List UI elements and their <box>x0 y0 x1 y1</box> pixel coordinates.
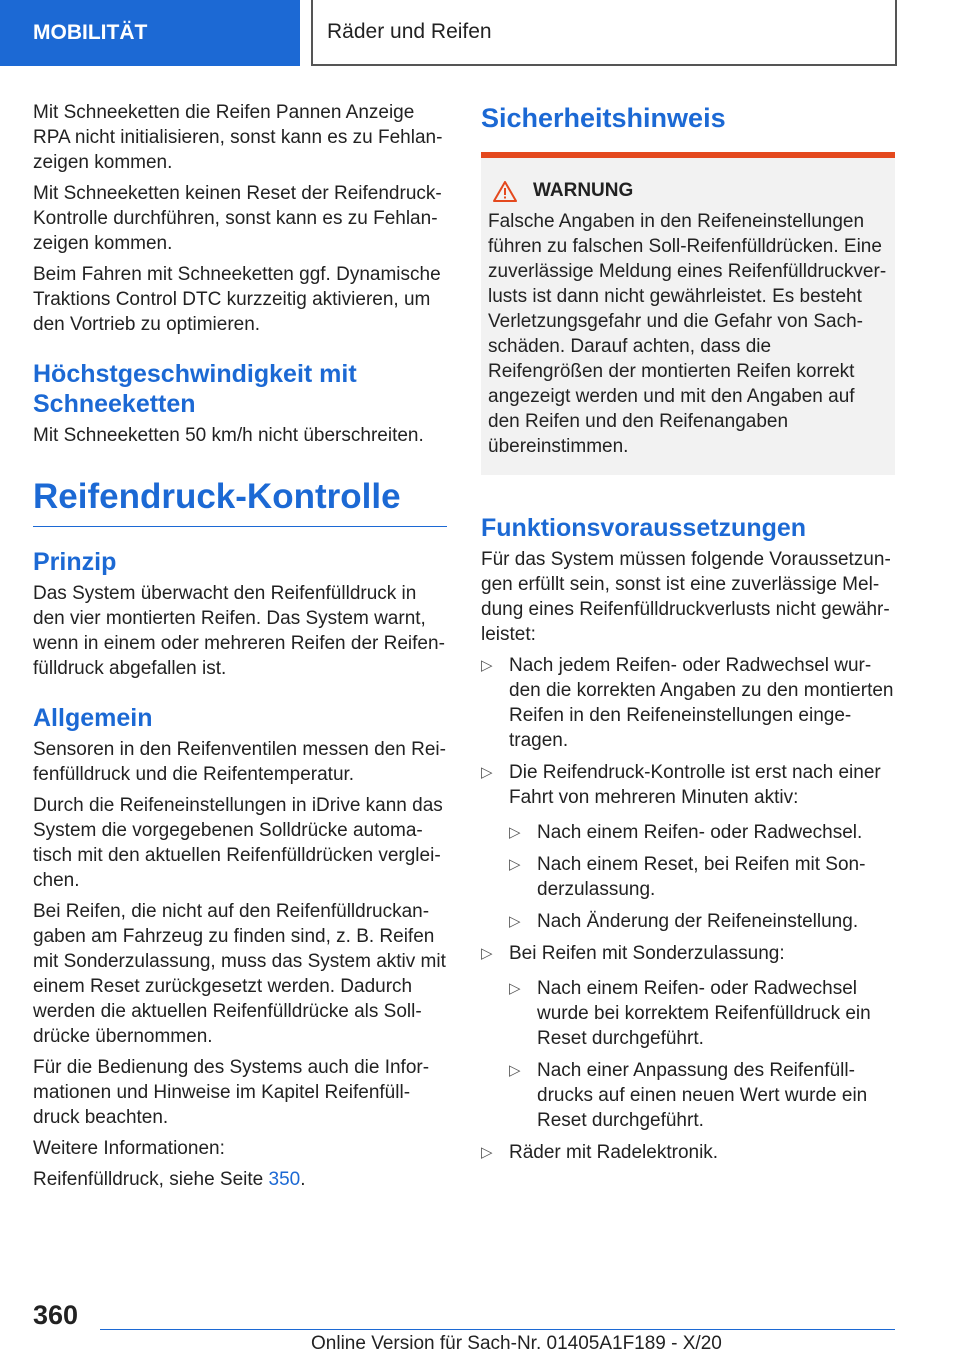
paragraph: Sensoren in den Reifenventilen messen den Reifenfülldruck und die Reifentemperatur. <box>33 739 446 785</box>
paragraph: Bei Reifen, die nicht auf den Reifenfülldruckangaben am Fahrzeug zu finden sind, z. B. Reifen mit Sonderzulassung, muss das System aktiv mit einem Reset zurückgesetzt werden. Dadurch werden die aktuellen Reifenfülldrücke als Solldrücke übernommen. <box>33 901 446 1047</box>
warning-box <box>481 158 895 475</box>
paragraph: Weitere Informationen: <box>33 1138 225 1159</box>
list-item: ▷ Nach einem Reifen- oder Radwechsel. <box>509 822 863 843</box>
warning-label: WARNUNG <box>533 180 634 201</box>
footer-version: Online Version für Sach-Nr. 01405A1F189 - X/20 <box>311 1333 722 1354</box>
list-item: ▷ Nach Änderung der Reifeneinstellung. <box>509 911 859 932</box>
heading-tire-pressure-monitor: Reifendruck-Kontrolle <box>33 477 401 516</box>
list-item: ▷ Bei Reifen mit Sonderzulassung: ▷ Nach einem Reifen- oder Radwechsel wurde bei korrektem Reifenfülldruck ein Reset durchgeführt. ▷ Nach einer Anpassung des Reifenfülldrucks auf einen neuen Wert wurde ein Reset durchgeführt. <box>481 941 895 1133</box>
heading-general: Allgemein <box>33 704 153 732</box>
heading-principle: Prinzip <box>33 548 117 576</box>
right-column <box>481 98 895 1172</box>
bullet-icon: ▷ <box>509 824 521 841</box>
bullet-icon: ▷ <box>481 945 493 962</box>
chapter-title: Räder und Reifen <box>311 0 897 66</box>
paragraph: Für das System müssen folgende Voraussetzungen erfüllt sein, sonst ist eine zuverlässige Meldung eines Reifenfülldruckverlusts nicht gewährleistet: <box>481 549 891 645</box>
heading-speed: Höchstgeschwindigkeit mit Schneeketten <box>33 360 357 418</box>
heading-requirements: Funktionsvoraussetzungen <box>481 514 807 542</box>
bullet-icon: ▷ <box>481 657 493 674</box>
paragraph: Mit Schneeketten 50 km/h nicht überschreiten. <box>33 425 424 446</box>
paragraph: Beim Fahren mit Schneeketten ggf. Dynamische Traktions Control DTC kurzzeitig aktivieren, um den Vortrieb zu optimieren. <box>33 264 441 335</box>
paragraph: Durch die Reifeneinstellungen in iDrive kann das System die vorgegebenen Solldrücke automatisch mit den aktuellen Reifenfülldrücken vergleichen. <box>33 795 443 891</box>
requirements-list <box>481 653 895 1165</box>
paragraph: Mit Schneeketten keinen Reset der Reifendruck-Kontrolle durchführen, sonst kann es zu Fehlanzeigen kommen. <box>33 183 442 254</box>
list-item: ▷ Die Reifendruck-Kontrolle ist erst nach einer Fahrt von mehreren Minuten aktiv: ▷ Nach einem Reifen- oder Radwechsel. ▷ Nach einem Reset, bei Reifen mit Sonderzulassung. ▷ Nach Änderung der Reifeneinstellung. <box>481 760 895 934</box>
list-item: ▷ Nach einem Reifen- oder Radwechsel wurde bei korrektem Reifenfülldruck ein Reset durchgeführt. <box>509 978 871 1049</box>
page-link[interactable]: 350 <box>268 1169 301 1190</box>
list-item: ▷ Räder mit Radelektronik. <box>481 1142 719 1163</box>
bullet-icon: ▷ <box>509 1062 521 1079</box>
list-item: ▷ Nach jedem Reifen- oder Radwechsel wurden die korrekten Angaben zu den montierten Reifen in den Reifeneinstellungen eingetragen. <box>481 655 894 751</box>
bullet-icon: ▷ <box>481 1144 493 1161</box>
warning-title <box>488 180 887 202</box>
bullet-icon: ▷ <box>509 913 521 930</box>
bullet-icon: ▷ <box>509 856 521 873</box>
paragraph: Mit Schneeketten die Reifen Pannen Anzeige RPA nicht initialisieren, sonst kann es zu Fehlanzeigen kommen. <box>33 102 443 173</box>
bullet-icon: ▷ <box>509 980 521 997</box>
paragraph: Das System überwacht den Reifenfülldruck in den vier montierten Reifen. Das System warnt, wenn in einem oder mehreren Reifen der Reifenfülldruck abgefallen ist. <box>33 583 445 679</box>
sub-list <box>509 820 895 934</box>
heading-safety: Sicherheitshinweis <box>481 103 726 133</box>
page-header <box>0 0 960 66</box>
list-item: ▷ Nach einem Reset, bei Reifen mit Sonderzulassung. <box>509 854 866 900</box>
left-column <box>33 100 447 1198</box>
reference-text: Reifenfülldruck, siehe Seite <box>33 1169 269 1190</box>
paragraph: Für die Bedienung des Systems auch die Informationen und Hinweise im Kapitel Reifenfülldruck beachten. <box>33 1057 430 1128</box>
section-tab: MOBILITÄT <box>0 0 300 66</box>
warning-triangle-icon <box>493 181 517 202</box>
warning-text: Falsche Angaben in den Reifeneinstellungen führen zu falschen Soll-Reifenfülldrücken. Eine zuverlässige Meldung eines Reifenfülldruckverlusts ist dann nicht gewährleistet. Es besteht Verletzungsgefahr und die Gefahr von Sachschäden. Darauf achten, dass die Reifengrößen der montierten Reifen korrekt angezeigt werden und mit den Angaben auf den Reifen und den Reifenangaben übereinstimmen. <box>488 211 887 457</box>
list-item: ▷ Nach einer Anpassung des Reifenfülldrucks auf einen neuen Wert wurde ein Reset durchgeführt. <box>509 1060 868 1131</box>
footer-divider <box>100 1329 895 1330</box>
page-number: 360 <box>33 1300 79 1330</box>
sub-list <box>509 976 895 1133</box>
bullet-icon: ▷ <box>481 764 493 781</box>
reference-suffix: . <box>300 1169 306 1190</box>
paragraph-reference <box>33 1167 447 1192</box>
